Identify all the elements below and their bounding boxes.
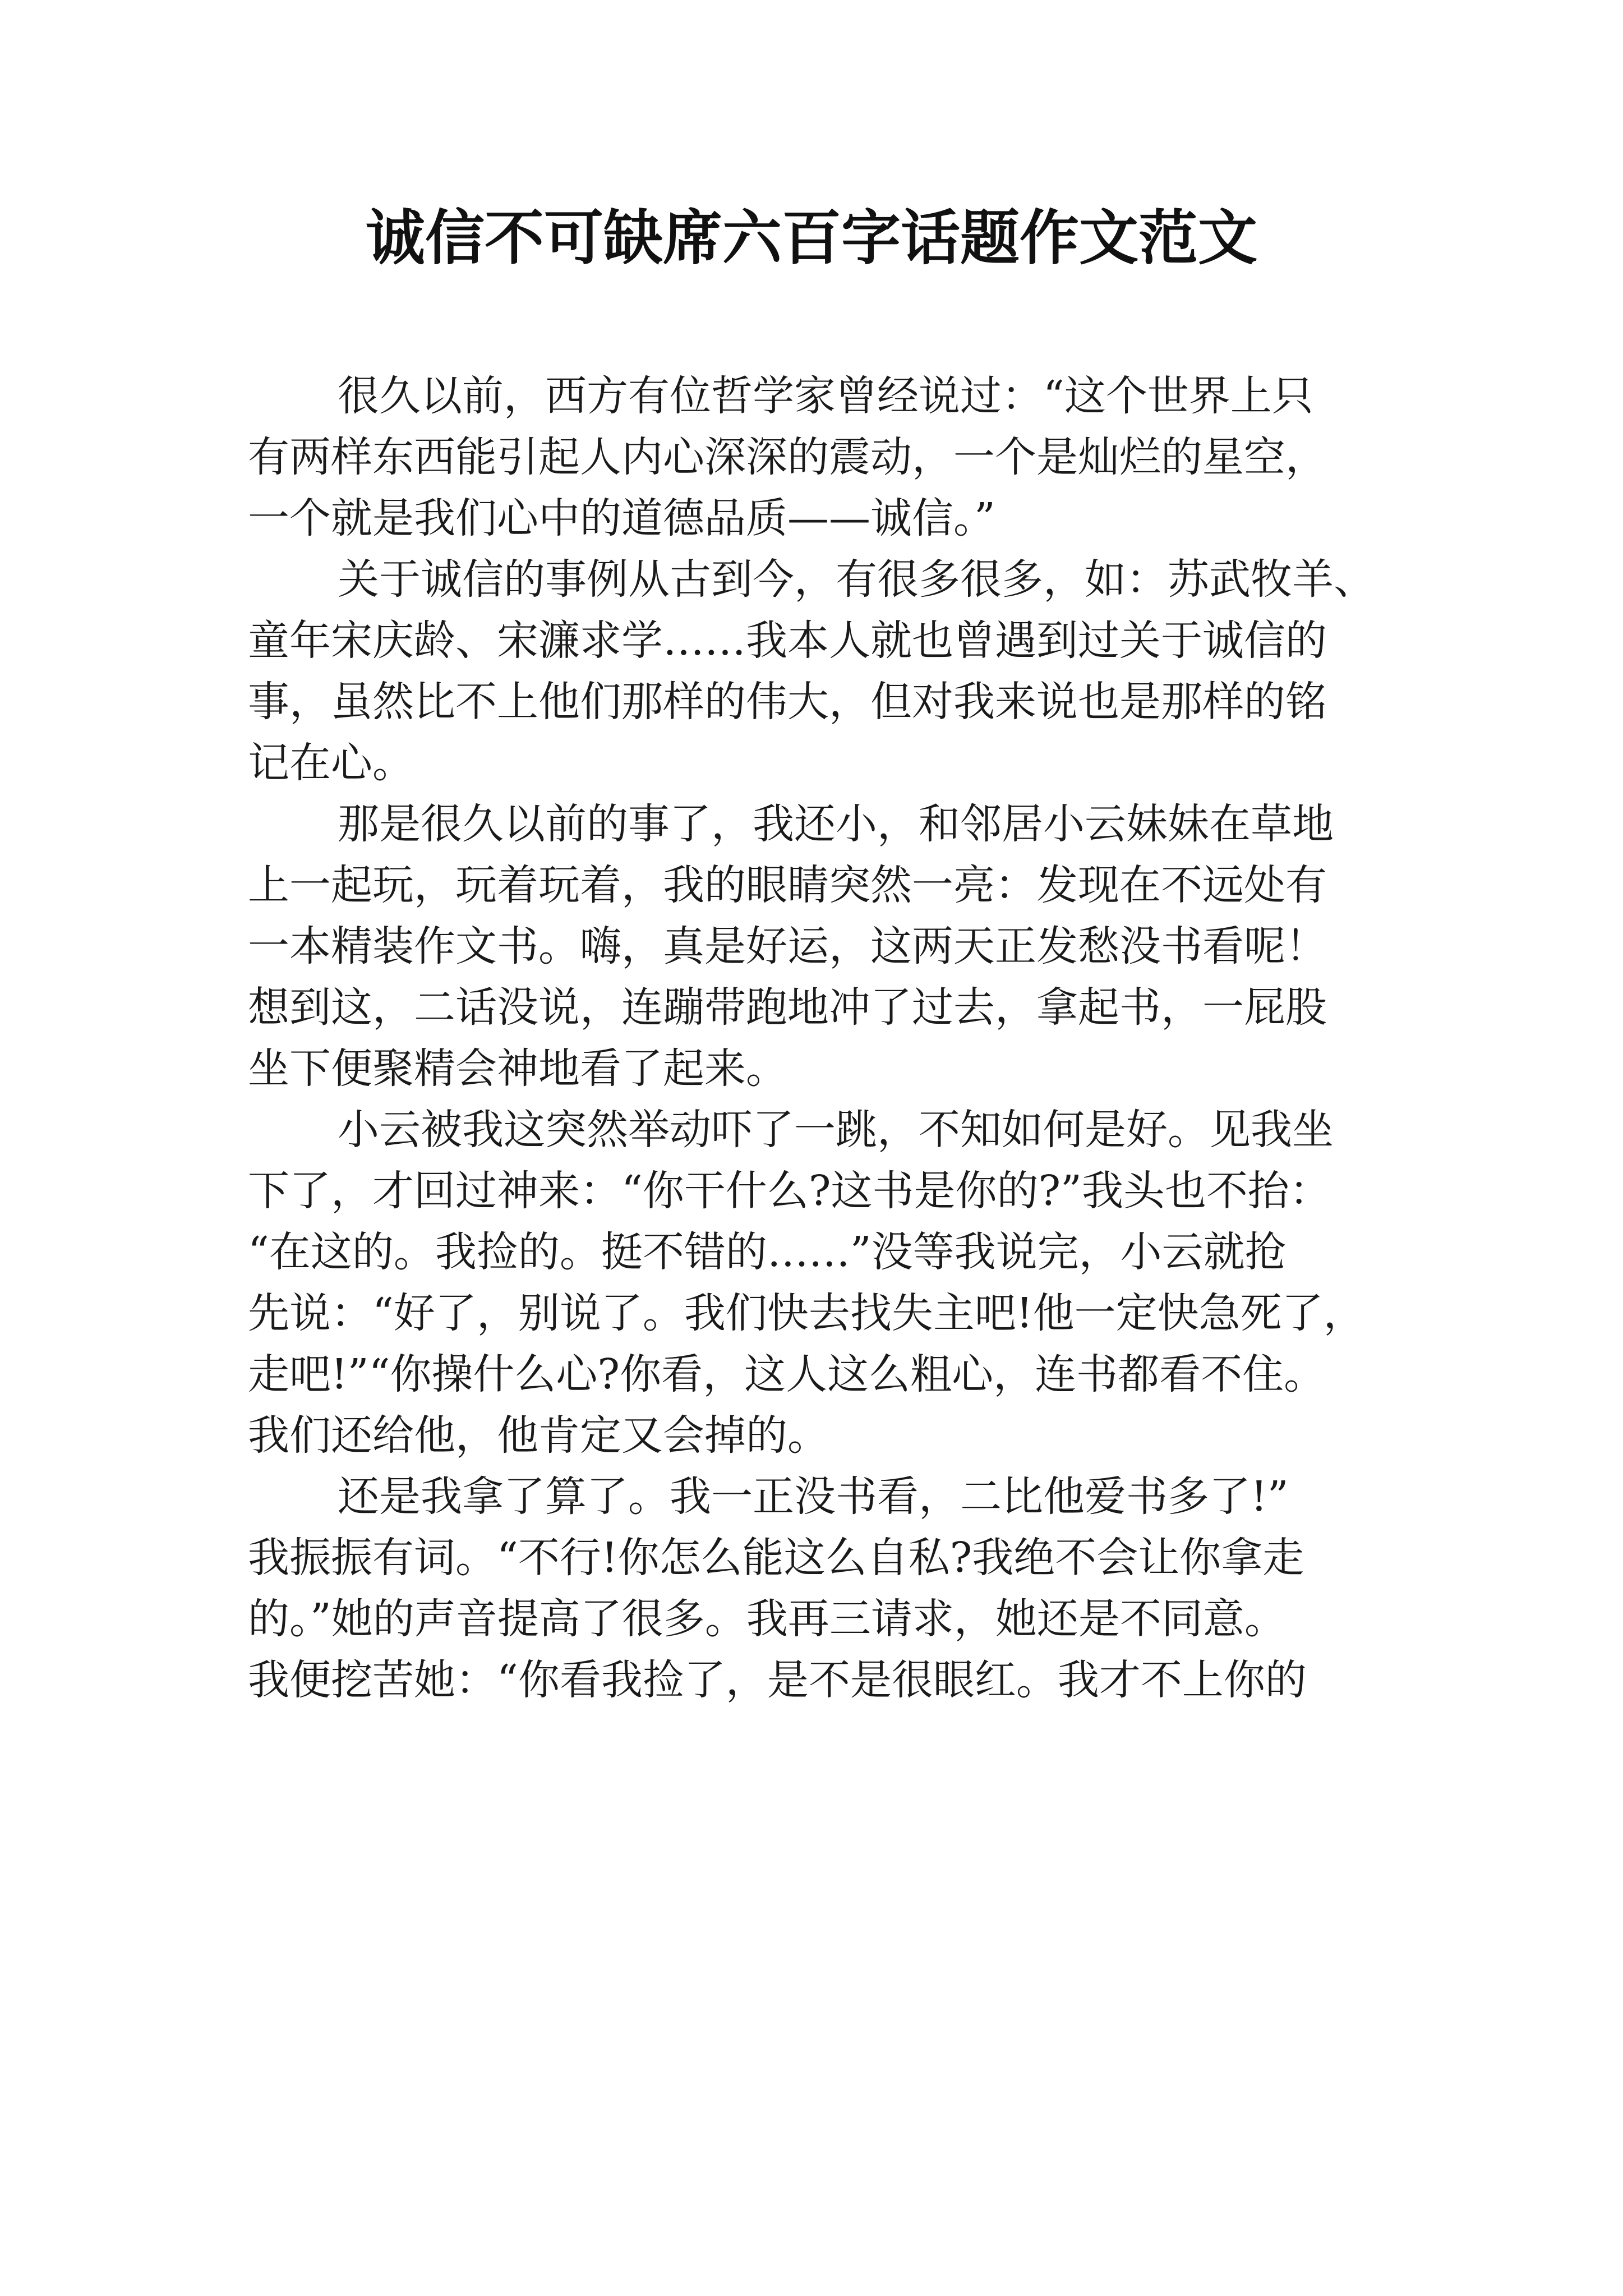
text-line: “在这的。我捡的。挺不错的……”没等我说完，小云就抢	[248, 1228, 1287, 1276]
text-line: 我振振有词。“不行!你怎么能这么自私?我绝不会让你拿走	[248, 1534, 1304, 1582]
text-line: 有两样东西能引起人内心深深的震动，一个是灿烂的星空，	[248, 433, 1327, 481]
text-line: 一本精装作文书。嗨，真是好运，这两天正发愁没书看呢！	[248, 922, 1327, 970]
text-line: 童年宋庆龄、宋濂求学……我本人就也曾遇到过关于诚信的	[248, 616, 1327, 665]
text-line: 那是很久以前的事了，我还小，和邻居小云妹妹在草地	[338, 800, 1334, 848]
text-line: 坐下便聚精会神地看了起来。	[248, 1045, 787, 1093]
text-line: 先说：“好了，别说了。我们快去找失主吧!他一定快急死了，	[248, 1289, 1365, 1337]
text-line: 小云被我这突然举动吓了一跳，不知如何是好。见我坐	[338, 1106, 1334, 1154]
text-line: 关于诚信的事例从古到今，有很多很多，如：苏武牧羊、	[338, 555, 1375, 604]
text-line: 记在心。	[248, 739, 414, 787]
text-line: 的。”她的声音提高了很多。我再三请求，她还是不同意。	[248, 1595, 1286, 1643]
document-body	[248, 366, 1403, 1711]
text-line: 我们还给他，他肯定又会掉的。	[248, 1411, 829, 1460]
text-line: 我便挖苦她：“你看我捡了，是不是很眼红。我才不上你的	[248, 1656, 1307, 1704]
document-title: 诚信不可缺席六百字话题作文范文	[366, 204, 1257, 273]
text-line: 想到这，二话没说，连蹦带跑地冲了过去，拿起书，一屁股	[248, 983, 1327, 1032]
text-line: 事，虽然比不上他们那样的伟大，但对我来说也是那样的铭	[248, 678, 1327, 726]
text-line: 一个就是我们心中的道德品质——诚信。”	[248, 494, 995, 542]
text-line: 还是我拿了算了。我一正没书看，二比他爱书多了!”	[338, 1473, 1289, 1521]
text-line: 上一起玩，玩着玩着，我的眼睛突然一亮：发现在不远处有	[248, 861, 1327, 909]
text-line: 走吧!”“你操什么心?你看，这人这么粗心，连书都看不住。	[248, 1350, 1326, 1398]
text-line: 很久以前，西方有位哲学家曾经说过：“这个世界上只	[338, 372, 1313, 420]
text-line: 下了，才回过神来：“你干什么?这书是你的?”我头也不抬：	[248, 1167, 1331, 1215]
